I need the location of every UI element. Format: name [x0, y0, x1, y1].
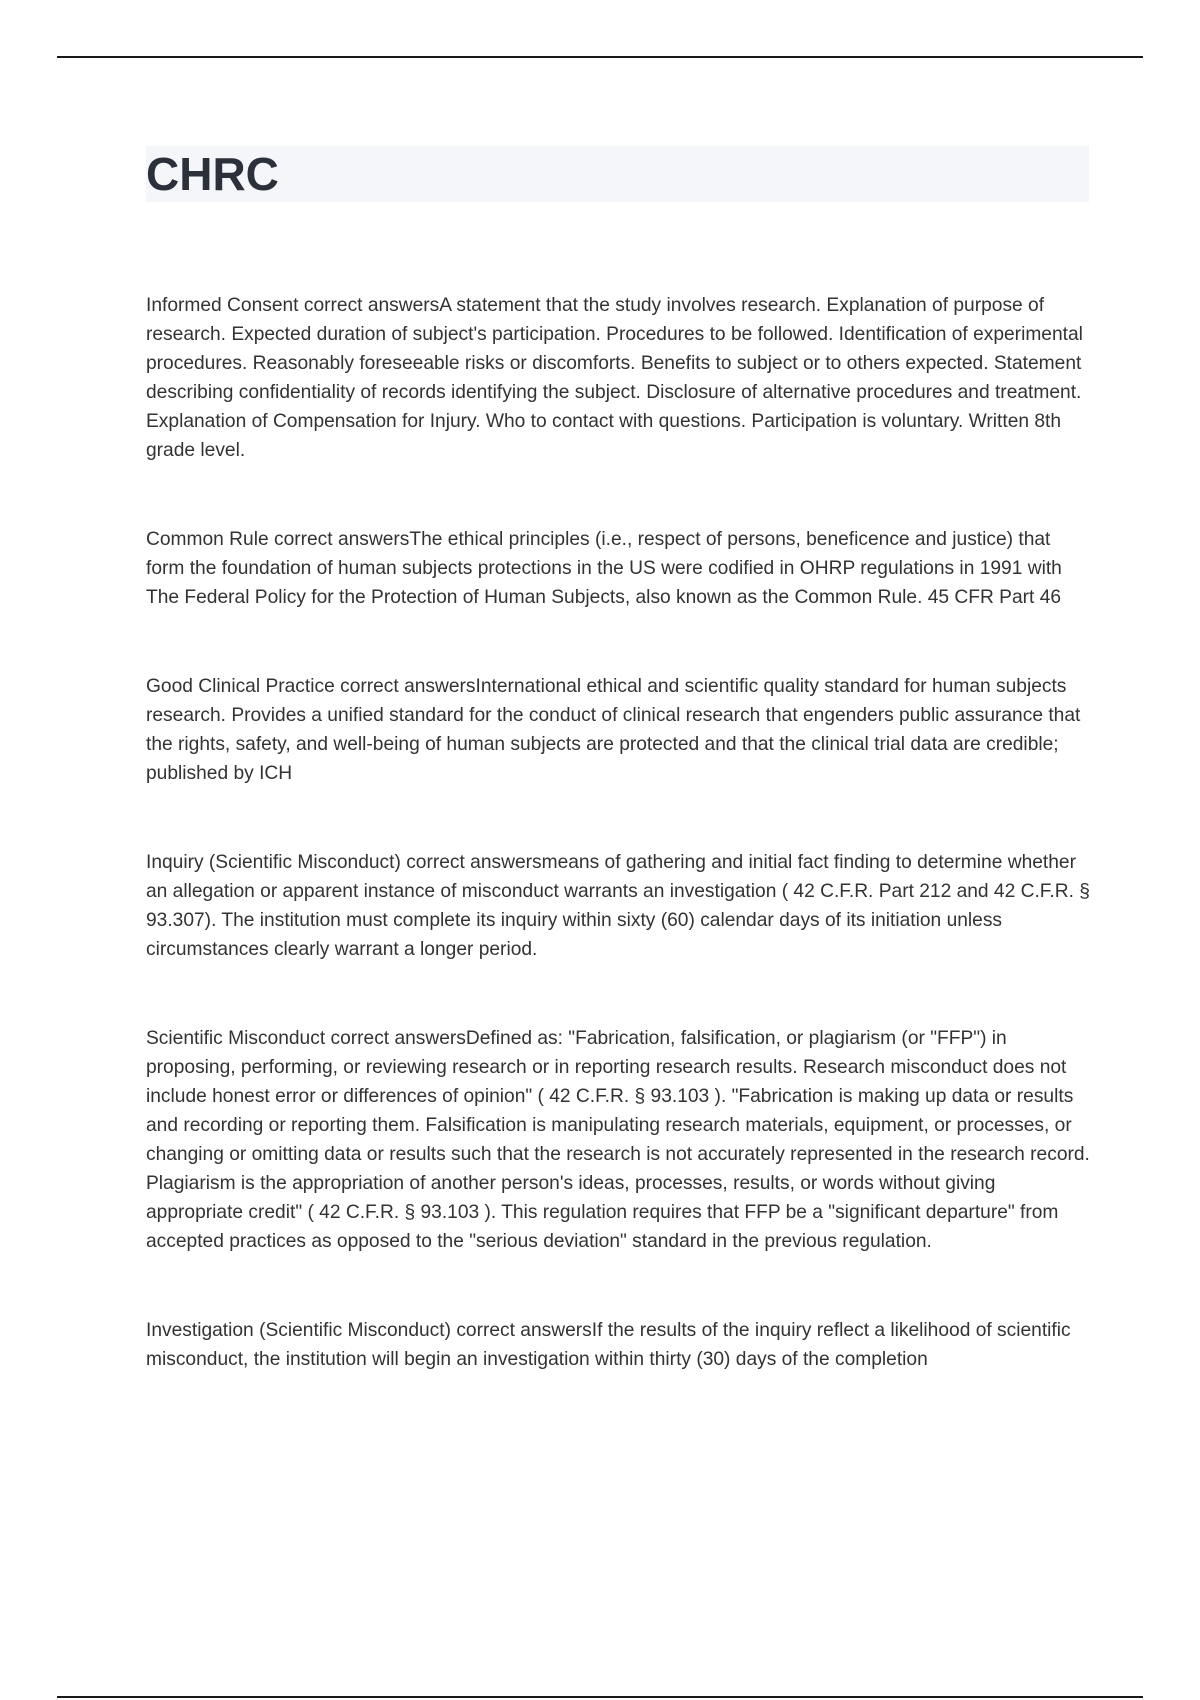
entry-separator: correct answers — [451, 1320, 592, 1341]
entry-term: Informed Consent — [146, 295, 299, 316]
entry-separator: correct answers — [298, 295, 440, 316]
document-title: CHRC — [146, 148, 279, 200]
entry-definition: International ethical and scientific quality standard for human subjects research. Provides a unified standard for the conduct of clinical research that engenders public assurance that the rights, safety, and well-being of human subjects are protected and that the clinical trial data are credible; published by ICH — [146, 676, 1081, 784]
entry-scientific-misconduct — [146, 1024, 1091, 1256]
entry-informed-consent — [146, 291, 1091, 465]
entry-term: Inquiry (Scientific Misconduct) — [146, 852, 401, 873]
entry-term: Investigation (Scientific Misconduct) — [146, 1320, 451, 1341]
entry-definition: The ethical principles (i.e., respect of persons, beneficence and justice) that form the foundation of human subjects protections in the US were codified in OHRP regulations in 1991 with The Federal Policy for the Protection of Human Subjects, also known as the Common Rule. 45 CFR Part 46 — [146, 529, 1062, 608]
entry-separator: correct answers — [334, 676, 476, 697]
entry-inquiry — [146, 848, 1091, 964]
entry-definition: A statement that the study involves research. Explanation of purpose of research. Expected duration of subject's participation. Procedures to be followed. Identification of experimental procedures. Reasonably foreseeable risks or discomforts. Benefits to subject or to others expected. Statement describing confidentiality of records identifying the subject. Disclosure of alternative procedures and treatment. Explanation of Compensation for Injury. Who to contact with questions. Participation is voluntary. Written 8th grade level. — [146, 295, 1083, 461]
entry-investigation — [146, 1316, 1091, 1374]
entry-separator: correct answers — [268, 529, 410, 550]
entry-definition: Defined as: "Fabrication, falsification, or plagiarism (or "FFP") in proposing, performing, or reviewing research or in reporting research results. Research misconduct does not include honest error or differences of opinion" ( 42 C.F.R. § 93.103 ). "Fabrication is making up data or results and recording or reporting them. Falsification is manipulating research materials, equipment, or processes, or changing or omitting data or results such that the research is not accurately represented in the research record. Plagiarism is the appropriation of another person's ideas, processes, results, or words without giving appropriate credit" ( 42 C.F.R. § 93.103 ). This regulation requires that FFP be a "significant departure" from accepted practices as opposed to the "serious deviation" standard in the previous regulation. — [146, 1028, 1090, 1252]
entry-common-rule — [146, 525, 1091, 612]
entry-definition: If the results of the inquiry reflect a likelihood of scientific misconduct, the institution will begin an investigation within thirty (30) days of the completion — [146, 1320, 1071, 1370]
entry-term: Good Clinical Practice — [146, 676, 335, 697]
entry-separator: correct answers — [400, 852, 542, 873]
title-band — [146, 146, 1089, 202]
top-rule — [57, 56, 1143, 58]
entry-term: Scientific Misconduct — [146, 1028, 326, 1049]
entry-list — [146, 291, 1091, 1434]
entry-separator: correct answers — [325, 1028, 466, 1049]
entry-definition: means of gathering and initial fact finding to determine whether an allegation or apparent instance of misconduct warrants an investigation ( 42 C.F.R. Part 212 and 42 C.F.R. § 93.307). The institution must complete its inquiry within sixty (60) calendar days of its initiation unless circumstances clearly warrant a longer period. — [146, 852, 1090, 960]
bottom-rule — [57, 1696, 1143, 1698]
entry-good-clinical-practice — [146, 672, 1091, 788]
entry-term: Common Rule — [146, 529, 269, 550]
